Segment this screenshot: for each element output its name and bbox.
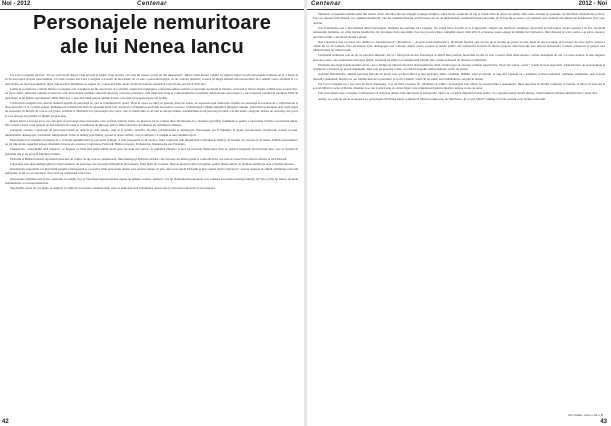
paragraph: Trahanache, „venerabilul nică Zaharia”, se impune ca fiind mai puţin bătrân decât pare, iar ticul său verbal „ai puţintică răbdare” îl face un personaj memorabil. Prin el, autorul surprinde încornoratul naiv, care se încrede în prietenul său şi nu acceptă adevărul evident.: [5, 147, 298, 156]
paragraph: Dandanache reprezintă cea mai înaltă treaptă a demagogiei şi a prostiei, fiind personajul despre care autorul spunea că este „mai prost decât Farfuridi şi mai canalie decât Caţavencu”. Acesta reuşeşte să obţină candidatura datorită şantajului, la fel ca şi Caţavencu, doar că el nu returnează scrisoarea.: [5, 167, 298, 176]
paragraph: Luând în considerare criticile literare, Caragiale este considerat un fin observator al societăţii, reuşind să evidenţieze contrastele dintre realitate şi aparenţă, declaraţii şi intenţie, persoană şi masca afişată, redând toate acestea într-un mod comic, ilustrând comedia la nivel de artă. Personajele realizate surprind tipologii, caractere puternice, care ilustrează viaţa şi comportamentul actualitate. Dicţionarele personajelor a lui Caragiale cuprind în totalitate 1000 de personaje; al lui Balzac aproximativ 2000, fiind aşa, o idee mai bună asupra omului nostru, care sunt caracterele tipice ale vremii.: [5, 86, 298, 100]
header-rule: [307, 9, 611, 10]
left-page: [0, 0, 304, 426]
paragraph: Cetăţeanul turmentat este un tip cu adevărat simpatic, dar şi o faţă gravă de stat. Personajul se mişcă între partide, încercând să afle cu cine votează, fiind omul simplu, confuz, manipulat de toţi. Cu toate acestea, el este singurul personaj onest, care returnează scrisoarea găsită, devenind un simbol al bunului-simţ pierdut într-o lume dominată de interese şi minciună.: [313, 53, 605, 62]
paragraph: Ion Luca Caragiale declara: "Eu nu scriu decât despre viaţa noastră şi pentru viaţa noastră, căci alta nu cunosc şi nici nu mă interesează". Multi critici literari români au sugerat faptul că prin personajele realizate de el, a încercat să îşi descopere propria personalitate. Cu toate acestea Ion Luca Caragiale a dovedit de mai multe ori că este o persoană integră, cu un caracter puternic, acestea pe lângă talentul său extraordinar de a urmări viaţa cotidiană şi a o descrie într-un mod surprinzător, după cum Garabet Ibrăileanu se augura că „a adus mai bine decât oricine în noitatea expresivă a epocii din secolul al XIX-lea”.: [5, 73, 298, 86]
paragraph: Caragiale creează o tipologie de personaje bazată pe defecte şi vicii umane, cum ar fi prostia, viclenia, lăcomia, parvenitismul şi demagogia. Personajele pot fi împărţite în tipuri: încornoratul, cuceritorul, rivalul, prostul, intelectualul, demagogul, parvenitul, funcţionarul. Toate se disting prin limbaj, gesturi şi ticuri verbale, care le definesc ca oameni ai unei anumite epoci.: [5, 128, 298, 137]
article-body-right: [313, 12, 605, 416]
left-page-header: [0, 0, 304, 8]
paragraph: Agamiţă Dandanache, ultimul personaj introdus în piesă, este cel mai ridicol şi mai periculos dintre candidaţi. Bâlbâit, senil şi ramolit, el vine din Capitală cu o susţinere politică puternică, obţinând candidatura prin aceeaşi metodă a şantajului. Replica sa „eu familia mea de la patruzeci şi opt în Cameră” arată cât de adânc este înrădăcinată corupţia în sistem.: [313, 72, 605, 81]
paragraph: Nae Caţavencu este avocatul care umblă cu „machiavelicon” (Machiavel – „Scopul scuză mijloacele”). Motivaţia faptelor sale trecute de la dorinţa de putere şi bani, lipsit de orice scrupul, el foloseşte de orice mijloc pentru a obţine un loc în Cameră. Este parvenitul tipic, demagogul care vorbeşte despre patrie, progres şi binele public, dar acţionează exclusiv în interes propriu. Discursul său este plin de nonsensuri, formule pompoase şi greşeli care trădează lipsa de cultură reală.: [313, 39, 605, 53]
author-credit: Zuc Iulian, clasa a XI-a B: [567, 413, 603, 417]
article-body-left: [5, 73, 298, 416]
paragraph: Farfuridi şi Brânzovenescu reprezintă perechea de comici de tip care se completează, fiind demagogi lipsiţi de cultură, care folosesc un limbaj greşit şi contradictoriu, aşa cum se observă în celebrul discurs al lui Farfuridi.: [10, 156, 288, 161]
right-page-header: [307, 0, 611, 8]
paragraph: Personajele feminine sunt şi ele construite cu atenţie, Zoe şi Veta fiind reprezentantele tipului de femeie cochetă, adulteră, care îşi manipulează partenerii. Zoe conduce în realitate întreaga intrigă, iar Veta şi Ziţa îşi trăiesc dramele sentimentale cu aceeaşi intensitate.: [5, 176, 298, 185]
page-number-right: 43: [600, 419, 607, 425]
right-page: [307, 0, 611, 426]
header-rule: [0, 9, 304, 10]
paragraph: Prin personajele sale, Caragiale a demonstrat că defectele umane sunt universale şi atemporale. Opera sa a rezistat timpului tocmai pentru că a surprins esenţa naturii umane, transformând realitatea imediată într-o mare artă.: [318, 91, 598, 96]
header-section-label: Centenar: [311, 1, 342, 7]
page-number-left: 42: [2, 419, 9, 425]
paragraph: Astăzi, la o sută de ani de la moartea sa, personajele lui Nenea Iancu continuă să trăiască printre noi, iar întrebarea „în ce ţară trăim?” rămâne la fel de actuală ca în vremea autorului.: [318, 96, 546, 101]
paragraph: Zoe Trahanache este o mai distinsă dintre personajele feminine ale teatrului lui Caragiale. Nu există nicio dovadă că ar fi ignorantă, vulgară sau lipsită de sentiment. Încercând să lasă bunna curată, aparent a în fost anormală lamentaţiei feminine, iar când devine insuficient, îşi dovedeşte forţa autorităţii. Zoe nu-şi poate păstra cumpătul atunci când află că scrisoarea poate ajunge în mâinile lui Caţavencu, fiind dispusă la orice pentru a-şi salva onoarea, devenind astfel o adevărată eroină a piesei.: [313, 25, 605, 39]
paragraph: Tipătescu corespunde junelui-prim din teatrul clasic, încadrat într-un triunghi conjugal burghez, adică banal, suspectat de toţi şi transformat în obiect de şantaj. Din cauza dorinţei de aparenţe, îşi dezvăluie mentalitatea şi firea. Este un orgolios fără măsură, cu o gândire medievală, care îşi consideră funcţia politică drept un act de misionarism, realizează falsul prea mult, iar în faţa lui se opresc toţi oamenii, sub cuvântul său nimeni nu îndrăzneşte să ia vreo decizie.: [313, 12, 605, 25]
article-title: [8, 11, 296, 59]
paragraph: Tipologiile create de Caragiale se regăsesc şi astăzi în societatea contemporană, ceea ce demonstrează actualitatea operei sale şi caracterul universal al personajelor.: [10, 186, 216, 191]
paragraph: Nenea Iancu a fost un actor, un cartograf cu personaje bine-cunoscute, care au făcut viaţă în teatru, iar plasarea lor în context duce întotdeauna la o tensiune specifică, formându-se pentru a reprezenta valorile caracterului uman. Din această cauză, toate operele au fost ilustrate în scenă şi considerate de întreaga ţară ca fiind adevărate documente ale spiritului românesc.: [5, 118, 298, 128]
paragraph: Caţavencu este tipul demagogului şi al parvenitului, un personaj care foloseşte limbajul în mod abuziv, fiind lipsit de scrupule. Deşi se declară patriot şi luptător pentru binele public, în realitate urmăreşte doar propriile interese.: [10, 161, 295, 166]
paragraph: Criticul lui Caragiale este deseori analizat apariţii de personaje pe care le comentează în operă. Viaţa în opera sa, intră, în general, direct în teatru, iar aspectele sunt ilustrative, figurile de personaje se bucurau de o viaţă iluzorie şi mai expresivă ca la o primă vedere, îmbinând un realism mai mult de aparenţă decât real, ducând la evidenţierea mult mai frecventă a acestora. Dramaturgul română simplifică imaginea omului, astfel fiind prezentate doar două tipuri de personaje, în funcţie de care se pot grupa, poziţiile şi trăsăturile lor: personajul care joacă, care se transformă şi cel care se autoproclamă, considerându-se un personaj de bază. Cel din urmă, categorie, devine un personaj care joacă şi care doreşte să promită tot timpul propria idee.: [5, 100, 298, 118]
header-section-label: Centenar: [136, 1, 167, 7]
paragraph: Ion Luca Caragiale nu a fost doar un mare dramaturg, ci şi un mare prozator. În „Momente şi schiţe”, personajele sale trăiesc în aceeaşi lume a aparenţelor, fiind surprinse în situaţii cotidiene, la berărie, la birou, în tren sau la şcoală. Mitică, Lache şi Mache, Domnul Goe sau Costică sunt tot atâtea figuri care completează galeria tipurilor umane create de autor.: [313, 81, 605, 91]
header-issue-label: Noi - 2012: [2, 1, 31, 7]
article-title-line-2: ale lui Nenea Iancu: [60, 36, 244, 58]
paragraph: Pristanda este tipul funcţionarului servil, care a învăţat să trăiască din mici matrapazlâcuri, fiind oricând gata să execute ordinele superiorilor. Ticul său verbal „curat”, folosit în mod nepotrivit, trădează lipsa de personalitate şi dorinţa de a fi mereu pe placul stăpânului. Deşi este un personaj comic, el reflectă tragedia omului mărunt, strivit de sistem.: [313, 62, 605, 72]
header-issue-label: 2012 - Noi: [578, 1, 607, 7]
paragraph: Personajele lui Caragiale nu dispun de o evoluţie semnificativă pe parcursul acţiunii, ci sunt prezentate ca firi statice, fiind construite prin intermediul comicului de limbaj, de situaţie, de caracter şi de nume. Numele personajelor au rol important, sugerând adesea trăsăturile morale ale acestora: Caţavencu, Farfuridi, Brânzovenescu, Trahanache, Dandanache sau Pristanda.: [5, 137, 298, 147]
article-title-line-1: Personajele nemuritoare: [32, 12, 272, 34]
